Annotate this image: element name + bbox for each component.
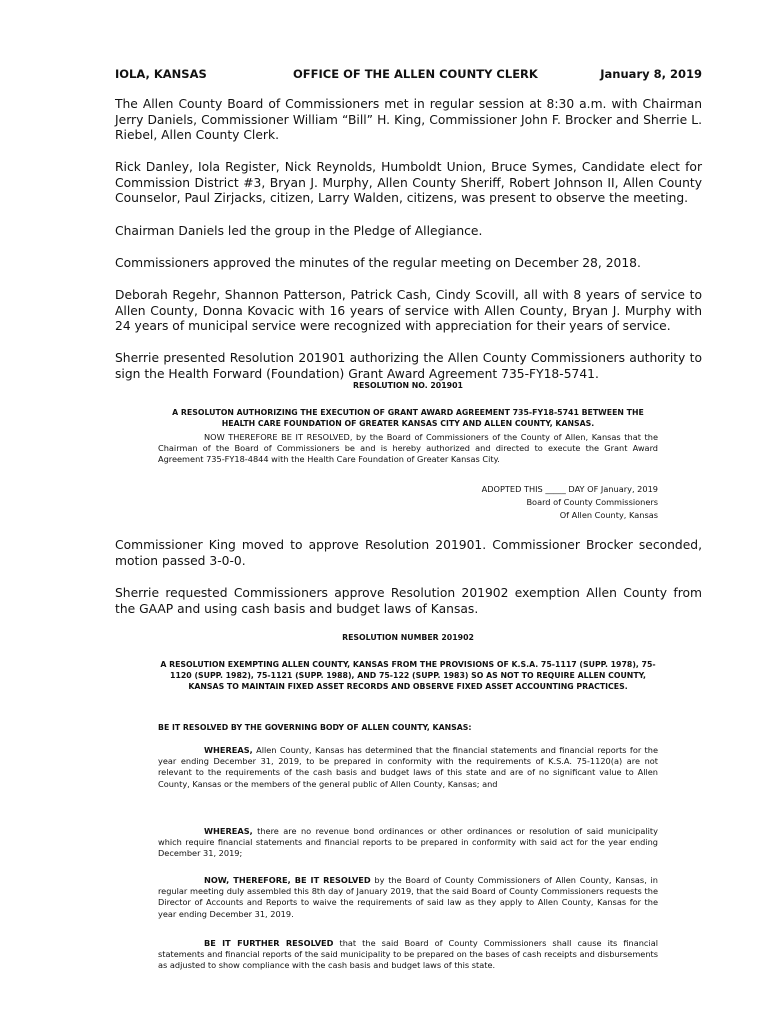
- resolution1-body: NOW THEREFORE BE IT RESOLVED, by the Board of Commissioners of the County of Allen, Kansas that the Chairman of the Board of Commissioners be and is hereby authorized and directed to execute the Grant Award Agreement 735-FY18-4844 with the Health Care Foundation of Greater Kansas City.: [158, 432, 658, 465]
- header-date: January 8, 2019: [600, 67, 702, 81]
- resolution2-whereas-1: [158, 745, 658, 790]
- resolution2-governing-clause: BE IT RESOLVED BY THE GOVERNING BODY OF ALLEN COUNTY, KANSAS:: [158, 723, 472, 732]
- resolution1-adopted: ADOPTED THIS _____ DAY OF January, 2019: [481, 484, 658, 494]
- paragraph-pledge: Chairman Daniels led the group in the Pledge of Allegiance.: [115, 224, 483, 238]
- resolution1-title: A RESOLUTON AUTHORIZING THE EXECUTION OF GRANT AWARD AGREEMENT 735-FY18-5741 BETWEEN THE HEALTH CARE FOUNDATION OF GREATER KANSAS CITY AND ALLEN COUNTY, KANSAS.: [172, 408, 644, 428]
- header-office: OFFICE OF THE ALLEN COUNTY CLERK: [293, 67, 538, 81]
- header-location: IOLA, KANSAS: [115, 67, 207, 81]
- resolution2-number: RESOLUTION NUMBER 201902: [342, 633, 474, 642]
- paragraph-resolution-201902: Sherrie requested Commissioners approve Resolution 201902 exemption Allen County from the GAAP and using cash basis and budget laws of Kansas.: [115, 586, 702, 616]
- further-resolved-text: that the said Board of County Commissioners shall cause its financial statements and financial reports of the said municipality to be prepared on the bases of cash receipts and disbursements as adjusted to show compliance with the cash basis and budget laws of this state.: [158, 938, 658, 971]
- paragraph-resolution-201901: Sherrie presented Resolution 201901 authorizing the Allen County Commissioners authority to sign the Health Forward (Foundation) Grant Award Agreement 735-FY18-5741.: [115, 351, 702, 381]
- paragraph-minutes: Commissioners approved the minutes of the regular meeting on December 28, 2018.: [115, 256, 641, 270]
- whereas-2-text: there are no revenue bond ordinances or other ordinances or resolution of said municipality which require financial statements and financial reports to be prepared in conformity with said act for the year ending December 31, 2019;: [158, 826, 658, 859]
- resolution2-whereas-2: [158, 826, 658, 860]
- whereas-2-keyword: WHEREAS,: [204, 826, 253, 836]
- now-therefore-keyword: NOW, THEREFORE, BE IT RESOLVED: [204, 875, 371, 885]
- resolution2-title: A RESOLUTION EXEMPTING ALLEN COUNTY, KANSAS FROM THE PROVISIONS OF K.S.A. 75-1117 (SUPP. 1978), 75-1120 (SUPP. 1982), 75-1121 (SUPP. 1988), AND 75-122 (SUPP. 1983) SO AS NOT TO REQUIRE ALLEN COUNTY, KANSAS TO MAINTAIN FIXED ASSET RECORDS AND OBSERVE FIXED ASSET ACCOUNTING PRACTICES.: [160, 660, 656, 691]
- document-header: [115, 67, 702, 83]
- resolution2-further-resolved: [158, 938, 658, 972]
- now-therefore-text: by the Board of County Commissioners of Allen County, Kansas, in regular meeting duly assembled this 8th day of January 2019, that the said Board of County Commissioners requests the Director of Accounts and Reports to waive the requirements of said law as they apply to Allen County, Kansas for the year ending December 31, 2019.: [158, 875, 658, 919]
- whereas-1-text: Allen County, Kansas has determined that the financial statements and financial reports for the year ending December 31, 2019, to be prepared in conformity with the requirements of K.S.A. 75-1120(a) are not relevant to the requirements of the cash basis and budget laws of this state and are of no significant value to Allen County, Kansas or the members of the general public of Allen County, Kansas; and: [158, 745, 658, 789]
- further-resolved-keyword: BE IT FURTHER RESOLVED: [204, 938, 334, 948]
- paragraph-attendance: The Allen County Board of Commissioners met in regular session at 8:30 a.m. with Chairman Jerry Daniels, Commissioner William “Bill” H. King, Commissioner John F. Brocker and Sherrie L. Riebel, Allen County Clerk.: [115, 97, 702, 142]
- resolution1-signer-county: Of Allen County, Kansas: [559, 510, 658, 520]
- resolution1-number: RESOLUTION NO. 201901: [353, 381, 463, 390]
- resolution1-signer-board: Board of County Commissioners: [526, 497, 658, 507]
- paragraph-motion: Commissioner King moved to approve Resolution 201901. Commissioner Brocker seconded, motion passed 3-0-0.: [115, 538, 702, 568]
- paragraph-observers: Rick Danley, Iola Register, Nick Reynolds, Humboldt Union, Bruce Symes, Candidate elect for Commission District #3, Bryan J. Murphy, Allen County Sheriff, Robert Johnson II, Allen County Counselor, Paul Zirjacks, citizen, Larry Walden, citizens, was present to observe the meeting.: [115, 160, 702, 205]
- whereas-1-keyword: WHEREAS,: [204, 745, 253, 755]
- paragraph-recognition: Deborah Regehr, Shannon Patterson, Patrick Cash, Cindy Scovill, all with 8 years of service to Allen County, Donna Kovacic with 16 years of service with Allen County, Bryan J. Murphy with 24 years of municipal service were recognized with appreciation for their years of service.: [115, 288, 702, 333]
- resolution2-now-therefore: [158, 875, 658, 920]
